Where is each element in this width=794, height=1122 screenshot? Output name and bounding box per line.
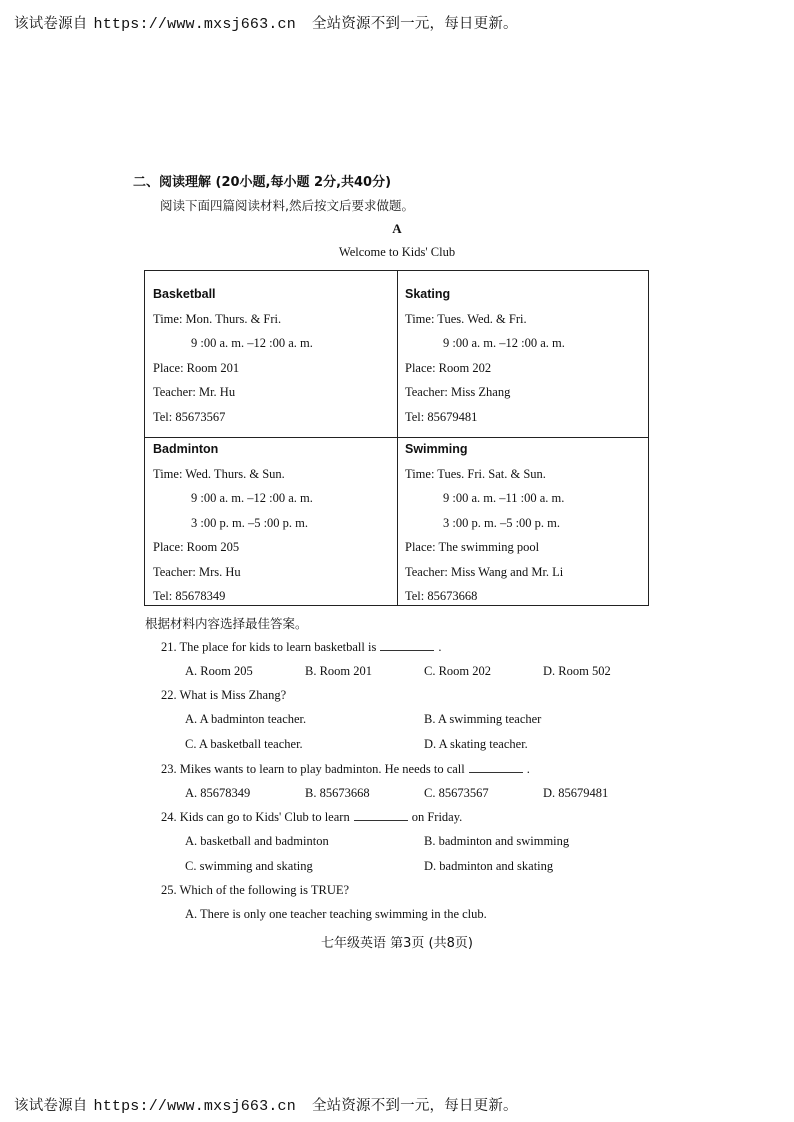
activity-time-slot: 9 :00 a. m. –12 :00 a. m. — [191, 336, 313, 350]
source-banner-top — [14, 12, 518, 33]
banner-suffix: 全站资源不到一元，每日更新。 — [311, 16, 518, 32]
banner-prefix: 该试卷源自 — [14, 1098, 88, 1114]
page-footer: 七年级英语 第3页 (共8页) — [321, 936, 473, 951]
option-23-c: C. 85673567 — [424, 786, 489, 800]
question-stem: Kids can go to Kids' Club to learn — [179, 810, 350, 824]
club-schedule-table — [144, 270, 649, 606]
activity-teacher: Teacher: Miss Wang and Mr. Li — [405, 564, 564, 579]
question-stem-end: . — [438, 640, 442, 654]
activity-tel: Tel: 85673668 — [405, 589, 478, 603]
question-number: 24. — [161, 810, 177, 824]
question-22 — [161, 688, 286, 703]
cell-swimming — [405, 437, 564, 609]
activity-time: Time: Tues. Wed. & Fri. — [405, 311, 527, 326]
activity-time: Time: Wed. Thurs. & Sun. — [153, 466, 285, 481]
banner-url[interactable]: https://www.mxsj663.cn — [93, 1098, 296, 1115]
question-25 — [161, 883, 349, 898]
option-24-b: B. badminton and swimming — [424, 834, 570, 848]
option-24-a: A. basketball and badminton — [185, 834, 329, 848]
activity-name: Swimming — [405, 442, 468, 456]
option-22-a: A. A badminton teacher. — [185, 712, 307, 726]
activity-time-slot: 9 :00 a. m. –12 :00 a. m. — [443, 336, 565, 350]
section-heading: 二、阅读理解 (20小题,每小题 2分,共40分) — [133, 175, 392, 190]
question-number: 23. — [161, 762, 177, 776]
cell-skating — [405, 282, 565, 429]
question-21 — [161, 640, 441, 655]
option-23-b: B. 85673668 — [305, 786, 370, 800]
option-23-d: D. 85679481 — [543, 786, 609, 800]
section-instruction: 阅读下面四篇阅读材料,然后按文后要求做题。 — [160, 198, 414, 213]
option-21-b: B. Room 201 — [305, 664, 373, 678]
activity-time-slot: 9 :00 a. m. –12 :00 a. m. — [191, 491, 313, 505]
activity-place: Place: Room 201 — [153, 360, 240, 375]
question-number: 22. — [161, 688, 177, 702]
question-24 — [161, 810, 462, 825]
activity-teacher: Teacher: Mrs. Hu — [153, 564, 241, 579]
activity-time-slot: 9 :00 a. m. –11 :00 a. m. — [443, 491, 565, 505]
option-22-c: C. A basketball teacher. — [185, 737, 303, 751]
option-25-a: A. There is only one teacher teaching swimming in the club. — [185, 907, 487, 921]
answer-blank — [354, 810, 408, 821]
answer-blank — [469, 762, 523, 773]
activity-place: Place: The swimming pool — [405, 540, 540, 554]
question-stem-end: on Friday. — [411, 810, 463, 824]
option-21-d: D. Room 502 — [543, 664, 611, 678]
activity-tel: Tel: 85673567 — [153, 409, 226, 424]
banner-suffix: 全站资源不到一元，每日更新。 — [311, 1098, 518, 1114]
banner-prefix: 该试卷源自 — [14, 16, 88, 32]
question-number: 21. — [161, 640, 177, 654]
passage-title: Welcome to Kids' Club — [338, 245, 456, 259]
activity-time: Time: Tues. Fri. Sat. & Sun. — [405, 466, 546, 481]
option-23-a: A. 85678349 — [185, 786, 251, 800]
source-banner-bottom — [14, 1094, 518, 1115]
question-number: 25. — [161, 883, 177, 897]
option-22-d: D. A skating teacher. — [424, 737, 528, 751]
activity-teacher: Teacher: Miss Zhang — [405, 385, 511, 399]
banner-url[interactable]: https://www.mxsj663.cn — [93, 16, 296, 33]
option-21-c: C. Room 202 — [424, 664, 492, 678]
activity-place: Place: Room 202 — [405, 360, 492, 375]
question-stem: Which of the following is TRUE? — [179, 883, 350, 897]
cell-badminton — [153, 437, 313, 609]
answer-blank — [380, 640, 434, 651]
activity-teacher: Teacher: Mr. Hu — [153, 385, 236, 399]
activity-tel: Tel: 85678349 — [153, 589, 226, 603]
question-stem: The place for kids to learn basketball is — [179, 640, 377, 654]
activity-name: Skating — [405, 287, 451, 301]
questions-instruction: 根据材料内容选择最佳答案。 — [145, 616, 308, 631]
activity-tel: Tel: 85679481 — [405, 409, 478, 424]
option-22-b: B. A swimming teacher — [424, 712, 542, 726]
question-stem: Mikes wants to learn to play badminton. He needs to call — [179, 762, 465, 776]
cell-basketball — [153, 282, 313, 429]
question-stem-end: . — [526, 762, 530, 776]
activity-time-slot: 3 :00 p. m. –5 :00 p. m. — [191, 515, 309, 530]
activity-time: Time: Mon. Thurs. & Fri. — [153, 311, 282, 326]
question-23 — [161, 762, 530, 777]
activity-name: Basketball — [153, 287, 216, 301]
activity-name: Badminton — [153, 442, 219, 456]
option-24-d: D. badminton and skating — [424, 859, 554, 873]
question-stem: What is Miss Zhang? — [179, 688, 287, 702]
passage-letter: A — [392, 221, 402, 236]
option-21-a: A. Room 205 — [185, 664, 253, 678]
activity-place: Place: Room 205 — [153, 540, 240, 554]
table-divider-vertical — [397, 271, 398, 605]
option-24-c: C. swimming and skating — [185, 859, 313, 873]
activity-time-slot: 3 :00 p. m. –5 :00 p. m. — [443, 515, 561, 530]
